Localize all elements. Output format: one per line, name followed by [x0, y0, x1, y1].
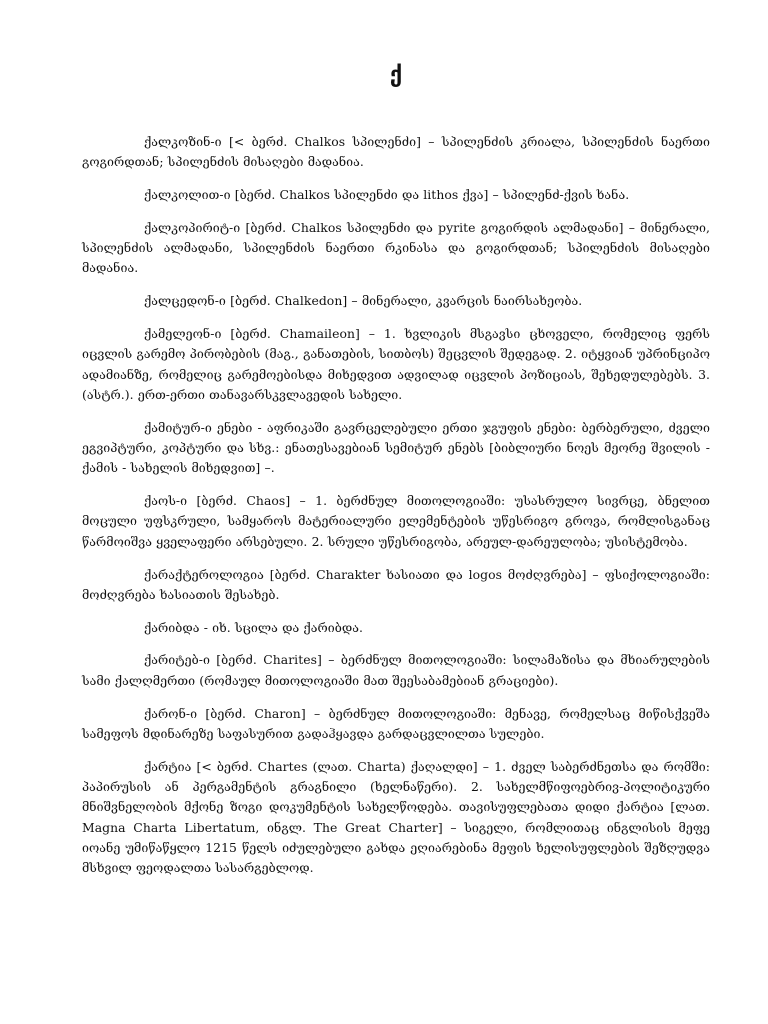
dictionary-entry: ქარიბდა - იხ. სცილა და ქარიბდა. [144, 619, 363, 635]
dictionary-entry: ქაოს-ი [ბერძ. Chaos] – 1. ბერძნულ მითოლოგიაში: უსასრულო სივრცე, ბნელით მოცული უფსკრული, სამყაროს მატერიალური ელემენტების უწესრიგო გროვა, რომლისგანაც წარმოიშვა ყველაფერი არსებული. 2. სრული უწესრიგობა, არეულ-დარეულობა; უსისტემობა. [82, 493, 710, 549]
dictionary-entry: ქარიტებ-ი [ბერძ. Charites] – ბერძნულ მითოლოგიაში: სილამაზისა და მხიარულების სამი ქალღმერთი (რომაულ მითოლოგიაში მათ შეესაბამებიან გრაციები). [82, 652, 710, 688]
dictionary-entry: ქარონ-ი [ბერძ. Charon] – ბერძნულ მითოლოგიაში: მენავე, რომელსაც მიწისქვეშა სამეფოს მდინარეზე საფასურით გადაჰყავდა გარდაცვლილთა სულები. [82, 705, 710, 741]
dictionary-entry: ქალცედონ-ი [ბერძ. Chalkedon] – მინერალი, კვარცის ნაირსახეობა. [144, 293, 583, 309]
dictionary-entry: ქარტია [< ბერძ. Chartes (ლათ. Charta) ქაღალდი] – 1. ძველ საბერძნეთსა და რომში: პაპირუსის ან პერგამენტის გრაგნილი (ხელნაწერი). 2. სახელმწიფოებრივ-პოლიტიკური მნიშვნელობის მქონე ზოგი დოკუმენტის სახელწოდება. თავისუფლებათა დიდი ქარტია [ლათ. Magna Charta Libertatum, ინგლ. The Great Charter] – სიგელი, რომლითაც ინგლისის მეფე იოანე უმიწაწყლო 1215 წელს იძულებული გახდა ეღიარებინა მეფის ხელისუფლების შეზღუდვა მსხვილ ფეოდალთა სასარგებლოდ. [82, 758, 710, 876]
dictionary-entry: ქალკოლით-ი [ბერძ. Chalkos სპილენძი და lithos ქვა] – სპილენძ-ქვის ხანა. [144, 187, 630, 203]
page-letter-heading: ქ [389, 63, 403, 88]
dictionary-entry: ქამიტურ-ი ენები - აფრიკაში გავრცელებული ერთი ჯგუფის ენები: ბერბერული, ძველი ეგვიპტური, კოპტური და სხვ.: ენათესავებიან სემიტურ ენებს [ბიბლიური ნოეს მეორე შვილის - ქამის - სახელის მიხედვით] –. [82, 419, 710, 476]
dictionary-entry: ქამელეონ-ი [ბერძ. Chamaileon] – 1. ხვლიკის მსგავსი ცხოველი, რომელიც ფერს იცვლის გარემო პირობების (მაგ., განათების, სითბოს) შეცვლის შედეგად. 2. იტყვიან უპრინციპო ადამიანზე, რომელიც გარემოებისდა მიხედვით ადვილად იცვლის პოზიციას, შეხედულებებს. 3. (ასტრ.). ერთ-ერთი თანავარსკვლავედის სახელი. [82, 326, 710, 402]
dictionary-entry: ქალკოპირიტ-ი [ბერძ. Chalkos სპილენძი და pyrite გოგირდის ალმადანი] – მინერალი, სპილენძის ალმადანი, სპილენძის ნაერთი რკინასა და გოგირდთან; სპილენძის მისაღები მადანია. [82, 219, 710, 276]
dictionary-entry: ქარაქტეროლოგია [ბერძ. Charakter ხასიათი და logos მოძღვრება] – ფსიქოლოგიაში: მოძღვრება ხასიათის შესახებ. [82, 566, 710, 602]
entry-list [82, 132, 710, 878]
dictionary-entry: ქალკოზინ-ი [< ბერძ. Chalkos სპილენძი] – სპილენძის კრიალა, სპილენძის ნაერთი გოგირდთან; სპილენძის მისაღები მადანია. [82, 134, 710, 170]
